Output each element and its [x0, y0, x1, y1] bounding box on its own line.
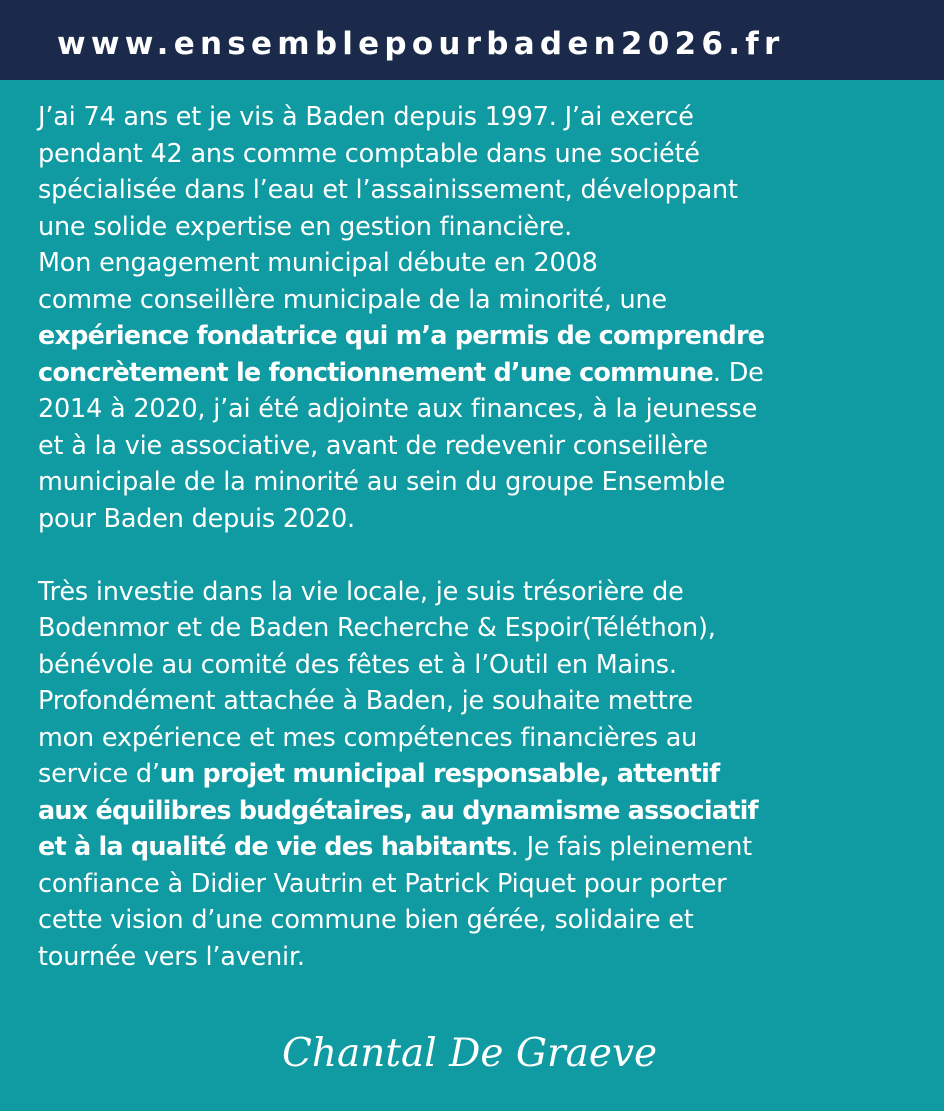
bold-text-segment: un projet municipal responsable, attentif — [159, 759, 720, 789]
bold-text-segment: et à la qualité de vie des habitants — [38, 832, 511, 862]
text-line — [38, 172, 928, 209]
text-line — [38, 209, 928, 246]
text-line — [38, 793, 928, 830]
text-line — [38, 683, 928, 720]
text-line — [38, 501, 928, 538]
text-line — [38, 939, 928, 976]
text-segment: tournée vers l’avenir. — [38, 941, 305, 972]
text-line — [38, 610, 928, 647]
text-line — [38, 464, 928, 501]
text-line — [38, 574, 928, 611]
text-segment: cette vision d’une commune bien gérée, solidaire et — [38, 905, 694, 935]
signature: Chantal De Graeve — [282, 1031, 658, 1076]
bold-text-segment: expérience fondatrice qui m’a permis de comprendre — [38, 321, 765, 351]
bold-text-segment: concrètement le fonctionnement d’une commune — [38, 357, 713, 388]
text-segment: une solide expertise en gestion financière. — [38, 211, 572, 242]
text-segment: 2014 à 2020, j’ai été adjointe aux finances, à la jeunesse — [38, 394, 758, 424]
text-line — [38, 866, 928, 903]
text-line — [38, 829, 928, 866]
text-line — [38, 318, 928, 355]
text-segment: J’ai 74 ans et je vis à Baden depuis 1997. J’ai exercé — [38, 102, 694, 132]
paragraph-break — [38, 537, 928, 574]
candidate-statement — [38, 99, 928, 975]
text-segment: pour Baden depuis 2020. — [38, 503, 355, 534]
text-segment: confiance à Didier Vautrin et Patrick Piquet pour porter — [38, 868, 727, 899]
text-segment: pendant 42 ans comme comptable dans une société — [38, 138, 700, 169]
text-line — [38, 136, 928, 173]
text-segment: Bodenmor et de Baden Recherche & Espoir(Téléthon), — [38, 613, 716, 643]
text-segment: . De — [712, 357, 764, 388]
text-segment: spécialisée dans l’eau et l’assainissement, développant — [38, 175, 738, 205]
text-segment: . Je fais pleinement — [510, 832, 752, 862]
text-segment: Profondément attachée à Baden, je souhaite mettre — [38, 686, 693, 716]
text-segment: Mon engagement municipal débute en 2008 — [38, 248, 598, 278]
text-line — [38, 245, 928, 282]
campaign-url: www.ensemblepourbaden2026.fr — [57, 26, 785, 62]
text-segment: service d’ — [38, 759, 160, 789]
text-segment: bénévole au comité des fêtes et à l’Outil en Mains. — [38, 649, 677, 680]
text-segment: municipale de la minorité au sein du groupe Ensemble — [38, 467, 726, 497]
text-line — [38, 720, 928, 757]
text-segment: et à la vie associative, avant de redevenir conseillère — [38, 430, 708, 461]
text-segment: Très investie dans la vie locale, je suis trésorière de — [38, 576, 684, 607]
text-line — [38, 428, 928, 465]
text-line — [38, 99, 928, 136]
text-segment: comme conseillère municipale de la minorité, une — [38, 284, 667, 315]
text-line — [38, 391, 928, 428]
text-line — [38, 647, 928, 684]
text-line — [38, 282, 928, 319]
header-banner — [0, 0, 944, 80]
text-line — [38, 902, 928, 939]
text-line — [38, 355, 928, 392]
bold-text-segment: aux équilibres budgétaires, au dynamisme associatif — [38, 795, 758, 826]
text-segment: mon expérience et mes compétences financières au — [38, 722, 698, 753]
text-line — [38, 756, 928, 793]
